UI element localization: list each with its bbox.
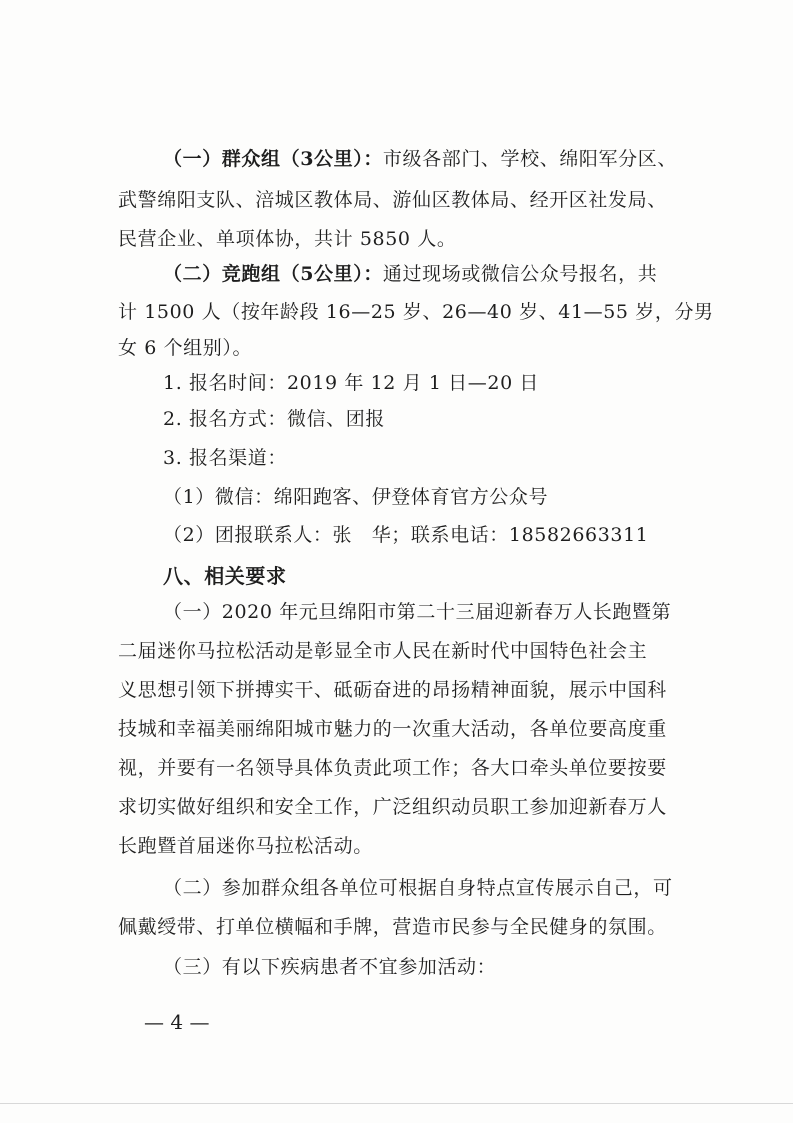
requirement-1-line-3: 义思想引领下拼搏实干、砥砺奋进的昂扬精神面貌，展示中国科 <box>118 679 667 701</box>
paragraph-race-line-2: 计 1500 人（按年龄段 16—25 岁、26—40 岁、41—55 岁，分男 <box>118 301 714 323</box>
item-registration-method: 2. 报名方式：微信、团报 <box>163 408 385 430</box>
requirement-3-line-1: （三）有以下疾病患者不宜参加活动： <box>163 956 497 978</box>
paragraph-race-line-1 <box>163 260 657 288</box>
sub-item-wechat: （1）微信：绵阳跑客、伊登体育官方公众号 <box>163 486 549 508</box>
page-bottom-edge <box>0 1103 793 1104</box>
requirement-1-line-7: 长跑暨首届迷你马拉松活动。 <box>118 835 373 857</box>
requirement-1-line-1: （一）2020 年元旦绵阳市第二十三届迎新春万人长跑暨第 <box>163 601 672 623</box>
page-number: — 4 — <box>144 1010 210 1034</box>
item-registration-time: 1. 报名时间：2019 年 12 月 1 日—20 日 <box>163 372 540 394</box>
sub-item-group-contact: （2）团报联系人：张 华；联系电话：18582663311 <box>163 524 649 546</box>
requirement-2-line-2: 佩戴绶带、打单位横幅和手牌，营造市民参与全民健身的氛围。 <box>118 916 667 938</box>
group-text: 市级各部门、学校、绵阳军分区、 <box>382 148 677 170</box>
requirement-2-line-1: （二）参加群众组各单位可根据自身特点宣传展示自己，可 <box>163 877 673 899</box>
paragraph-group-line-2: 武警绵阳支队、涪城区教体局、游仙区教体局、经开区社发局、 <box>118 189 667 211</box>
item-registration-channel: 3. 报名渠道： <box>163 447 287 469</box>
paragraph-group-line-3: 民营企业、单项体协，共计 5850 人。 <box>118 228 457 250</box>
requirement-1-line-4: 技城和幸福美丽绵阳城市魅力的一次重大活动，各单位要高度重 <box>118 718 667 740</box>
requirement-1-line-5: 视，并要有一名领导具体负责此项工作；各大口牵头单位要按要 <box>118 757 667 779</box>
paragraph-group-line-1 <box>163 145 677 173</box>
section-heading-requirements: 八、相关要求 <box>163 564 287 588</box>
group-heading-race: （二）竞跑组（5公里）： <box>163 263 383 285</box>
requirement-1-line-6: 求切实做好组织和安全工作，广泛组织动员职工参加迎新春万人 <box>118 796 667 818</box>
requirement-1-line-2: 二届迷你马拉松活动是彰显全市人民在新时代中国特色社会主 <box>118 640 648 662</box>
paragraph-race-line-3: 女 6 个组别）。 <box>118 337 253 359</box>
race-text: 通过现场或微信公众号报名，共 <box>382 263 658 285</box>
group-heading-mass: （一）群众组（3公里）： <box>163 148 383 170</box>
